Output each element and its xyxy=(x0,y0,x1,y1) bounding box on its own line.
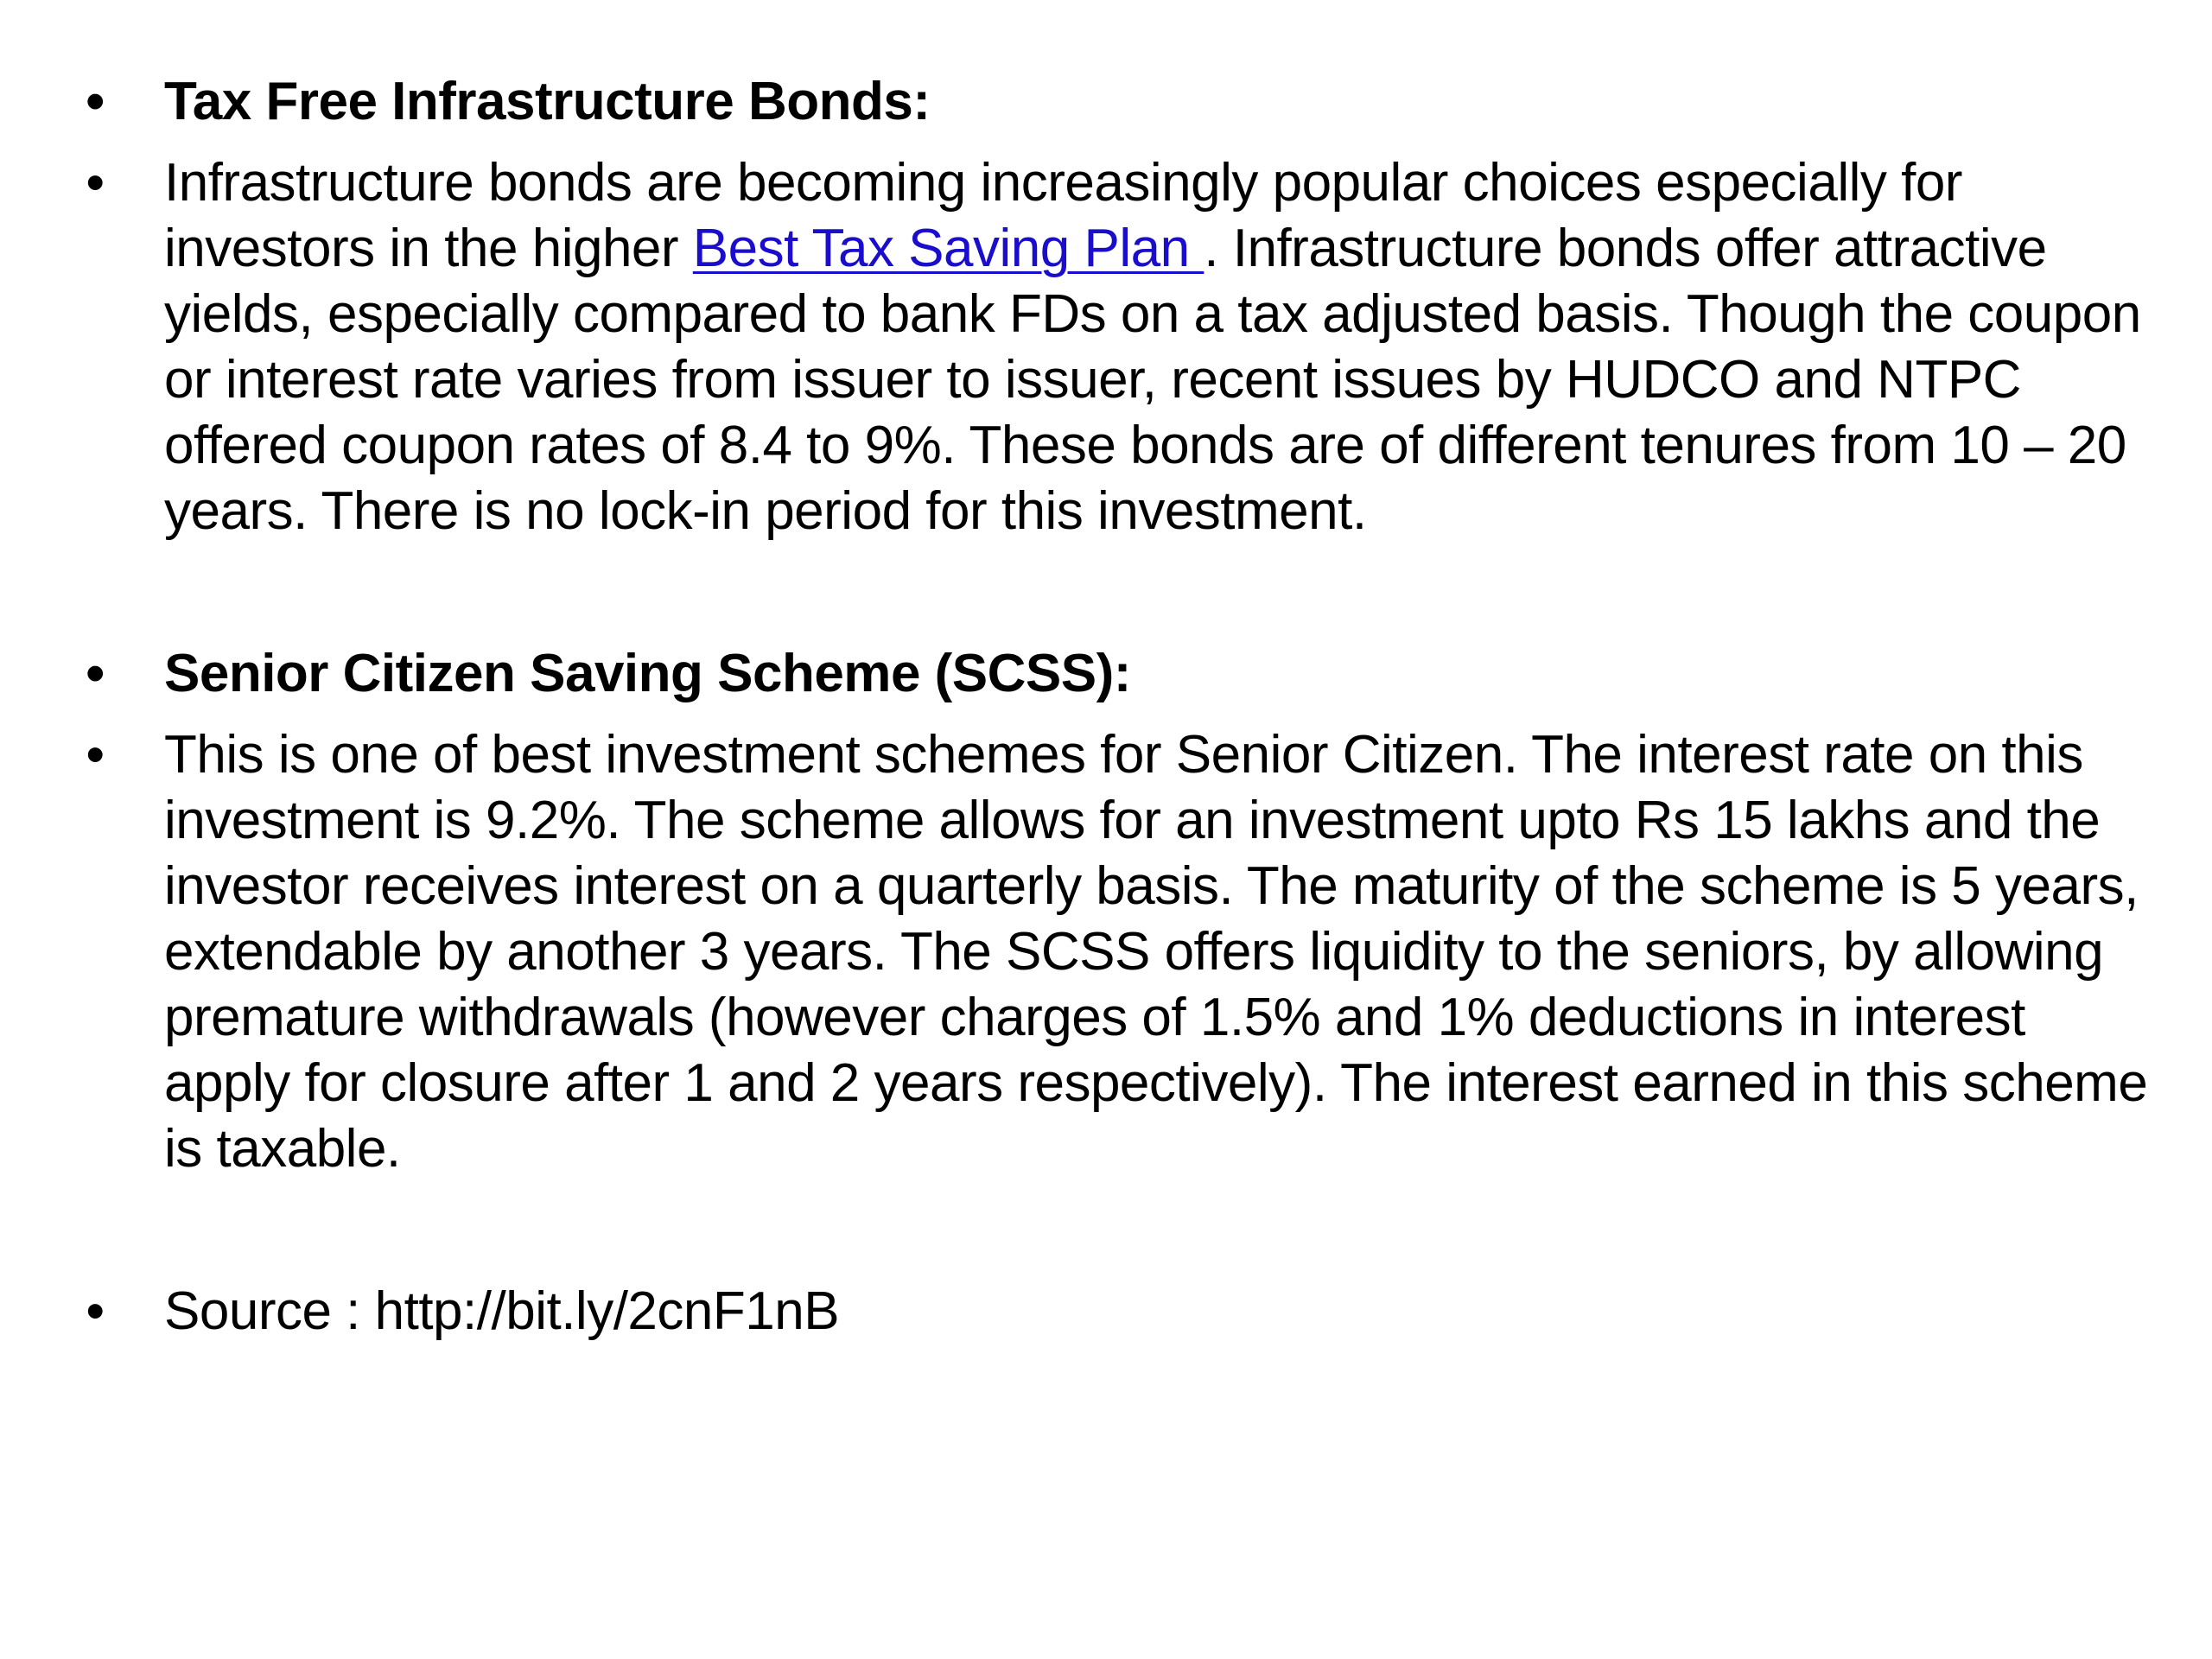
scss-heading xyxy=(78,641,2152,707)
bullet-icon: • xyxy=(86,1281,105,1341)
bullet-icon: • xyxy=(86,644,105,703)
body-text-start: Infrastructure bonds are becoming increasingly popular choices especially for investors in the higher xyxy=(164,153,1962,278)
bullet-list xyxy=(78,69,2152,1344)
source-text: Source : http://bit.ly/2cnF1nB xyxy=(164,1281,840,1341)
infrastructure-bonds-heading xyxy=(78,69,2152,135)
infrastructure-bonds-body xyxy=(78,150,2152,544)
body-text: This is one of best investment schemes for Senior Citizen. The interest rate on this investment is 9.2%. The scheme allows for an investment upto Rs 15 lakhs and the investor receives interest on a quarterly basis. The maturity of the scheme is 5 years, extendable by another 3 years. The SCSS offers liquidity to the seniors, by allowing premature withdrawals (however charges of 1.5% and 1% deductions in interest apply for closure after 1 and 2 years respectively). The interest earned in this scheme is taxable. xyxy=(164,725,2148,1179)
heading-text: Senior Citizen Saving Scheme (SCSS): xyxy=(164,644,1131,703)
best-tax-saving-plan-link[interactable]: Best Tax Saving Plan xyxy=(692,219,1205,278)
scss-body xyxy=(78,722,2152,1182)
bullet-icon: • xyxy=(86,725,105,785)
bullet-icon: • xyxy=(86,153,105,213)
heading-text: Tax Free Infrastructure Bonds: xyxy=(164,72,931,131)
body-text-end: . Infrastructure bonds offer attractive yields, especially compared to bank FDs on a tax adjusted basis. Though the coupon or interest rate varies from issuer to issuer, recent issues by HUDCO and NTPC offered coupon rates of 8.4 to 9%. These bonds are of different tenures from 10 – 20 years. There is no lock-in period for this investment. xyxy=(164,219,2141,541)
bullet-icon: • xyxy=(86,72,105,131)
source-line xyxy=(78,1279,2152,1344)
